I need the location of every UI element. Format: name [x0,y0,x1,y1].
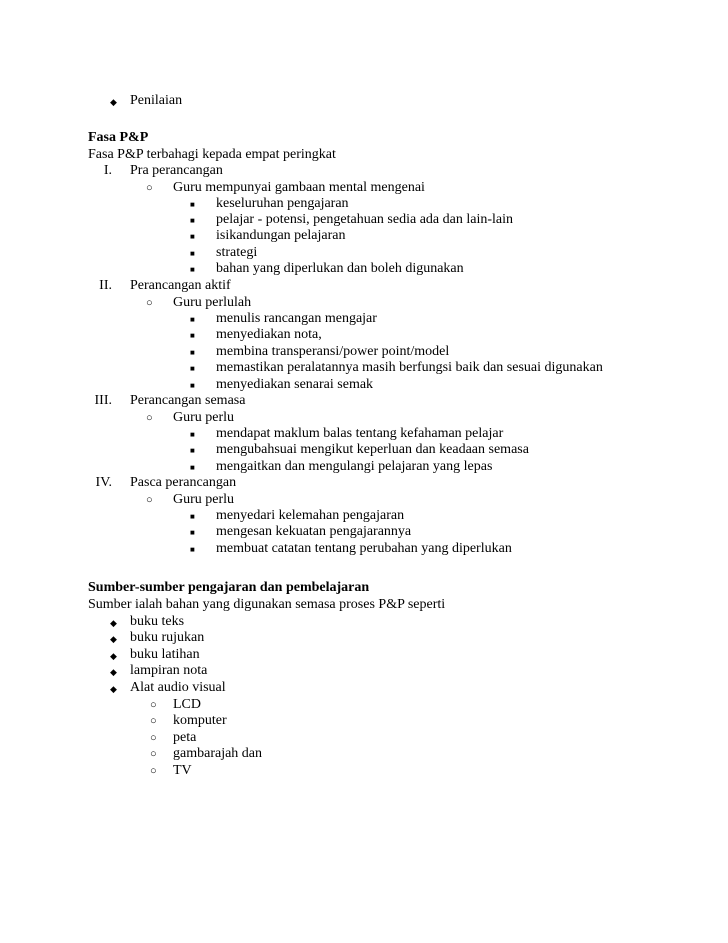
square-bullet-icon: ■ [190,381,195,390]
section-heading-sumber: Sumber-sumber pengajaran dan pembelajaran [88,580,370,595]
square-bullet-icon: ■ [190,232,195,241]
diamond-bullet-icon: ◆ [110,634,117,644]
circle-bullet-icon: ○ [150,748,157,760]
list-item: gambarajah dan [173,746,263,761]
circle-bullet-icon: ○ [146,297,153,309]
stage-numeral: I. [103,163,112,178]
diamond-bullet-icon: ◆ [110,618,117,628]
list-item: peta [173,730,197,745]
list-item: mengaitkan dan mengulangi pelajaran yang lepas [216,459,493,474]
list-item: memastikan peralatannya masih berfungsi baik dan sesuai digunakan [216,360,603,375]
stage-sub: Guru mempunyai gambaan mental mengenai [173,180,425,195]
stage-title: Perancangan aktif [130,278,231,293]
list-item: membina transperansi/power point/model [216,344,450,359]
circle-bullet-icon: ○ [146,412,153,424]
circle-bullet-icon: ○ [146,494,153,506]
list-item: mendapat maklum balas tentang kefahaman pelajar [216,426,504,441]
list-item: buku teks [130,614,185,629]
list-item: keseluruhan pengajaran [216,196,349,211]
section-intro-sumber: Sumber ialah bahan yang digunakan semasa proses P&P seperti [88,597,446,612]
square-bullet-icon: ■ [190,430,195,439]
list-item: LCD [173,697,201,712]
square-bullet-icon: ■ [190,249,195,258]
section-intro-fasa: Fasa P&P terbahagi kepada empat peringkat [88,147,336,162]
stage-numeral: II. [99,278,112,293]
square-bullet-icon: ■ [190,528,195,537]
list-item: lampiran nota [130,663,208,678]
square-bullet-icon: ■ [190,463,195,472]
stage-title: Pasca perancangan [130,475,237,490]
list-item: membuat catatan tentang perubahan yang diperlukan [216,541,512,556]
diamond-bullet-icon: ◆ [110,97,117,107]
list-item: Alat audio visual [130,680,226,695]
list-item: TV [173,763,192,778]
circle-bullet-icon: ○ [150,715,157,727]
section-heading-fasa: Fasa P&P [88,130,149,145]
circle-bullet-icon: ○ [150,765,157,777]
square-bullet-icon: ■ [190,512,195,521]
square-bullet-icon: ■ [190,331,195,340]
list-item: Penilaian [130,93,183,108]
stage-sub: Guru perlulah [173,295,252,310]
list-item: menulis rancangan mengajar [216,311,377,326]
list-item: menyediakan nota, [216,327,322,342]
circle-bullet-icon: ○ [150,699,157,711]
list-item: bahan yang diperlukan dan boleh digunakan [216,261,464,276]
square-bullet-icon: ■ [190,315,195,324]
square-bullet-icon: ■ [190,446,195,455]
circle-bullet-icon: ○ [150,732,157,744]
stage-title: Perancangan semasa [130,393,246,408]
diamond-bullet-icon: ◆ [110,651,117,661]
diamond-bullet-icon: ◆ [110,667,117,677]
list-item: buku latihan [130,647,200,662]
list-item: menyedari kelemahan pengajaran [216,508,405,523]
list-item: mengubahsuai mengikut keperluan dan keadaan semasa [216,442,529,457]
list-item: buku rujukan [130,630,205,645]
stage-sub: Guru perlu [173,492,235,507]
list-item: pelajar - potensi, pengetahuan sedia ada dan lain-lain [216,212,513,227]
diamond-bullet-icon: ◆ [110,684,117,694]
stage-title: Pra perancangan [130,163,223,178]
list-item: menyediakan senarai semak [216,377,374,392]
list-item: isikandungan pelajaran [216,228,346,243]
square-bullet-icon: ■ [190,545,195,554]
list-item: strategi [216,245,258,260]
circle-bullet-icon: ○ [146,182,153,194]
square-bullet-icon: ■ [190,348,195,357]
list-item: mengesan kekuatan pengajarannya [216,524,412,539]
list-item: komputer [173,713,227,728]
square-bullet-icon: ■ [190,216,195,225]
stage-numeral: IV. [95,475,112,490]
square-bullet-icon: ■ [190,200,195,209]
stage-numeral: III. [94,393,112,408]
square-bullet-icon: ■ [190,265,195,274]
square-bullet-icon: ■ [190,364,195,373]
stage-sub: Guru perlu [173,410,235,425]
